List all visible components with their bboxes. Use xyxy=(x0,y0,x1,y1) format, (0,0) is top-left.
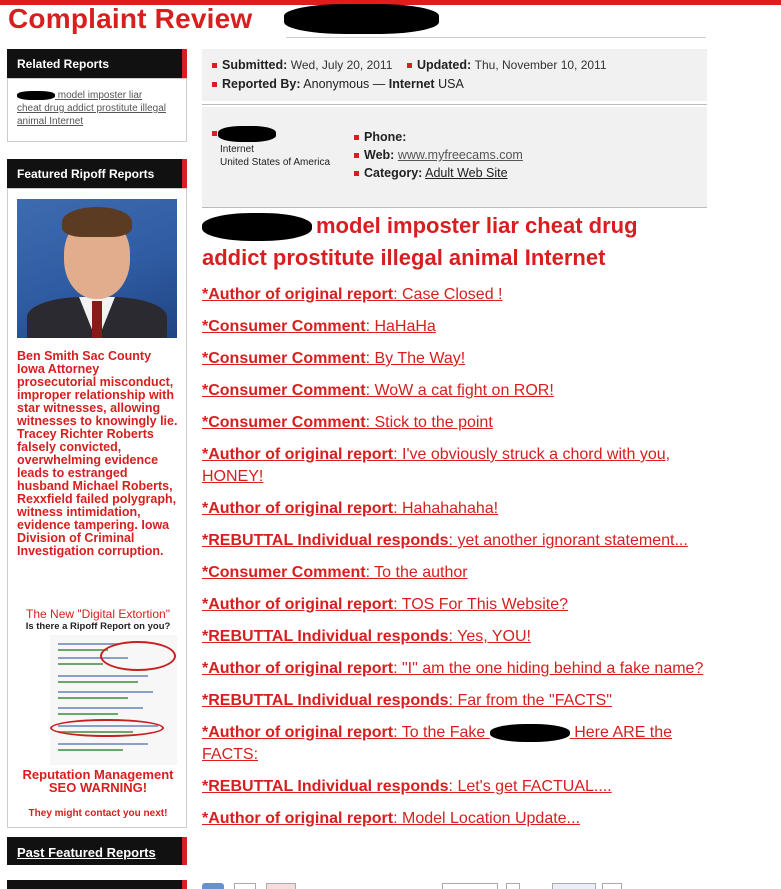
highlight-oval xyxy=(100,641,176,671)
info-divider xyxy=(202,207,707,208)
related-report-link[interactable] xyxy=(17,89,167,128)
updated-date: Updated: Thu, November 10, 2011 xyxy=(407,58,607,72)
bullet-icon xyxy=(212,82,217,87)
report-dates-panel xyxy=(202,49,707,101)
related-reports-header xyxy=(7,49,187,78)
bullet-icon xyxy=(212,131,217,136)
rebuttal-list xyxy=(202,284,714,840)
rebuttal-link[interactable]: *REBUTTAL Individual responds: Let's get FACTUAL.... xyxy=(202,778,612,795)
rebuttal-link[interactable]: *Author of original report: To the Fake Here ARE the FACTS: xyxy=(202,724,673,763)
redaction-mark xyxy=(490,724,570,742)
rebuttal-link[interactable]: *REBUTTAL Individual responds: Far from the "FACTS" xyxy=(202,692,612,709)
rebuttal-link[interactable]: *Author of original report: I've obviously struck a chord with you, HONEY! xyxy=(202,446,671,485)
rebuttal-link[interactable]: *Author of original report: Case Closed ! xyxy=(202,286,503,303)
category-link[interactable]: Adult Web Site xyxy=(425,166,508,180)
rebuttal-link[interactable]: *Consumer Comment: HaHaHa xyxy=(202,318,436,335)
related-reports-header-label: Related Reports xyxy=(17,57,110,71)
rebuttal-link[interactable]: *Author of original report: Hahahahaha! xyxy=(202,500,499,517)
phone-row: Phone: xyxy=(354,130,406,144)
rebuttal-link[interactable]: *REBUTTAL Individual responds: Yes, YOU! xyxy=(202,628,531,645)
bullet-icon xyxy=(354,135,359,140)
rebuttal-link[interactable]: *Consumer Comment: WoW a cat fight on ROR! xyxy=(202,382,554,399)
rebuttal-link[interactable]: *Author of original report: TOS For This Website? xyxy=(202,596,568,613)
highlight-oval xyxy=(50,719,164,737)
page-title: Complaint Review xyxy=(8,3,253,34)
photo-tie-shape xyxy=(92,301,102,338)
related-report-link-text: model imposter liar cheat drug addict prostitute illegal animal Internet xyxy=(17,90,166,127)
featured-reports-header xyxy=(7,159,187,188)
company-city: Internet xyxy=(220,144,254,155)
like-count-box xyxy=(602,883,622,889)
digital-extortion-subtitle: Is there a Ripoff Report on you? xyxy=(25,621,171,632)
past-featured-reports-bar xyxy=(7,837,187,865)
redaction-mark xyxy=(202,213,312,241)
featured-person-photo[interactable] xyxy=(17,199,177,338)
bullet-icon xyxy=(212,63,217,68)
redaction-mark xyxy=(284,4,439,34)
reported-by: Reported By: Anonymous — Internet USA xyxy=(212,77,464,91)
title-divider xyxy=(286,37,706,38)
digital-extortion-title[interactable]: The New "Digital Extortion" xyxy=(26,607,170,621)
share-icon[interactable] xyxy=(202,883,224,889)
web-row: Web: www.myfreecams.com xyxy=(354,148,523,162)
featured-report-link[interactable]: Ben Smith Sac County Iowa Attorney prosecutorial misconduct, improper relationship with star witnesses, allowing witnesses to knowingly lie. Tracey Richter Roberts falsely convicted, overwhelming evidence leads to estranged husband Michael Roberts, Rexxfield failed polygraph, witness intimidation, evidence tampering. Iowa Division of Criminal Investigation corruption. xyxy=(17,349,178,558)
rebuttal-link[interactable]: *Author of original report: Model Location Update... xyxy=(202,810,580,827)
redaction-mark xyxy=(17,91,55,100)
count-box xyxy=(506,883,520,889)
print-icon[interactable] xyxy=(234,883,256,889)
report-title: model imposter liar cheat drug addict prostitute illegal animal Internet xyxy=(202,213,638,270)
website-link[interactable]: www.myfreecams.com xyxy=(397,148,523,162)
email-icon[interactable] xyxy=(266,883,296,889)
rebuttal-link[interactable]: *Author of original report: "I" am the one hiding behind a fake name? xyxy=(202,660,704,677)
bullet-icon xyxy=(407,63,412,68)
social-button[interactable] xyxy=(442,883,498,889)
past-featured-reports-link[interactable]: Past Featured Reports xyxy=(17,845,156,860)
featured-reports-header-label: Featured Ripoff Reports xyxy=(17,167,155,181)
reputation-warning-subtitle: They might contact you next! xyxy=(28,808,168,819)
rebuttal-link[interactable]: *REBUTTAL Individual responds: yet another ignorant statement... xyxy=(202,532,688,549)
reputation-warning[interactable]: Reputation Management SEO WARNING! xyxy=(22,767,174,795)
redaction-mark xyxy=(218,126,276,142)
search-results-thumbnail[interactable] xyxy=(50,635,177,765)
rebuttal-link[interactable]: *Consumer Comment: Stick to the point xyxy=(202,414,493,431)
category-row: Category: Adult Web Site xyxy=(354,166,508,180)
bullet-icon xyxy=(354,171,359,176)
company-country: United States of America xyxy=(220,157,331,168)
bullet-icon xyxy=(354,153,359,158)
rebuttal-link[interactable]: *Consumer Comment: To the author xyxy=(202,564,468,581)
info-divider xyxy=(202,104,707,105)
facebook-like-button[interactable] xyxy=(552,883,596,889)
rebuttal-link[interactable]: *Consumer Comment: By The Way! xyxy=(202,350,466,367)
photo-hair-shape xyxy=(62,207,132,237)
sidebar-next-header xyxy=(7,880,187,889)
submitted-date: Submitted: Wed, July 20, 2011 xyxy=(212,58,392,72)
